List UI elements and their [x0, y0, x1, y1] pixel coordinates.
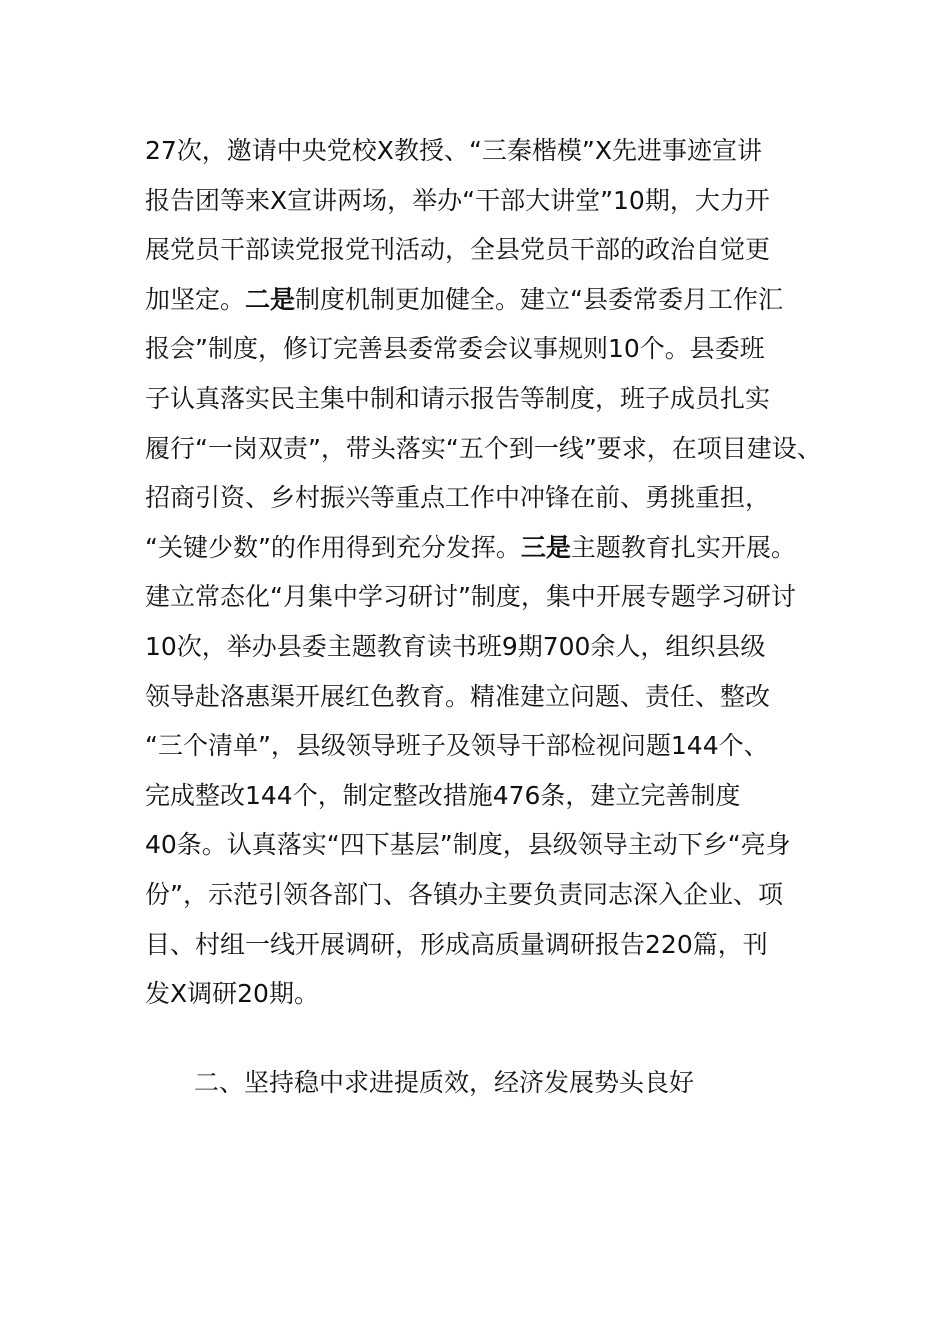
paragraph-line-11: 10次，举办县委主题教育读书班9期700余人，组织县级: [145, 631, 766, 661]
paragraph-line-9: “关键少数”的作用得到充分发挥。三是主题教育扎实开展。: [145, 532, 796, 562]
paragraph-line-7: 履行“一岗双责”，带头落实“五个到一线”要求，在项目建设、: [145, 433, 822, 463]
section-heading: 二、坚持稳中求进提质效，经济发展势头良好: [194, 1068, 695, 1097]
paragraph-line-18: 发X调研20期。: [145, 979, 319, 1009]
emphasis-third: 三是: [520, 532, 571, 562]
paragraph-line-5: 报会”制度，修订完善县委常委会议事规则10个。县委班: [145, 334, 765, 364]
emphasis-second: 二是: [245, 284, 296, 314]
paragraph-line-16: 份”，示范引领各部门、各镇办主要负责同志深入企业、项: [145, 879, 783, 909]
paragraph-line-6: 子认真落实民主集中制和请示报告等制度，班子成员扎实: [145, 383, 771, 413]
paragraph-line-13: “三个清单”，县级领导班子及领导干部检视问题144个、: [145, 731, 769, 761]
paragraph-line-10: 建立常态化“月集中学习研讨”制度，集中开展专题学习研讨: [145, 582, 796, 612]
paragraph-line-14: 完成整改144个，制定整改措施476条，建立完善制度: [145, 780, 741, 810]
paragraph-line-1: 27次，邀请中央党校X教授、“三秦楷模”X先进事迹宣讲: [145, 136, 762, 165]
paragraph-line-3: 展党员干部读党报党刊活动，全县党员干部的政治自觉更: [145, 235, 771, 265]
paragraph-line-4: 加坚定。二是制度机制更加健全。建立“县委常委月工作汇: [145, 284, 783, 314]
paragraph-line-2: 报告团等来X宣讲两场，举办“干部大讲堂”10期，大力开: [145, 185, 770, 215]
paragraph-line-17: 目、村组一线开展调研，形成高质量调研报告220篇，刊: [145, 929, 768, 959]
body-paragraph: [145, 126, 822, 1019]
paragraph-line-15: 40条。认真落实“四下基层”制度，县级领导主动下乡“亮身: [145, 830, 791, 860]
paragraph-line-12: 领导赴洛惠渠开展红色教育。精准建立问题、责任、整改: [145, 681, 771, 711]
paragraph-line-8: 招商引资、乡村振兴等重点工作中冲锋在前、勇挑重担，: [145, 483, 771, 513]
